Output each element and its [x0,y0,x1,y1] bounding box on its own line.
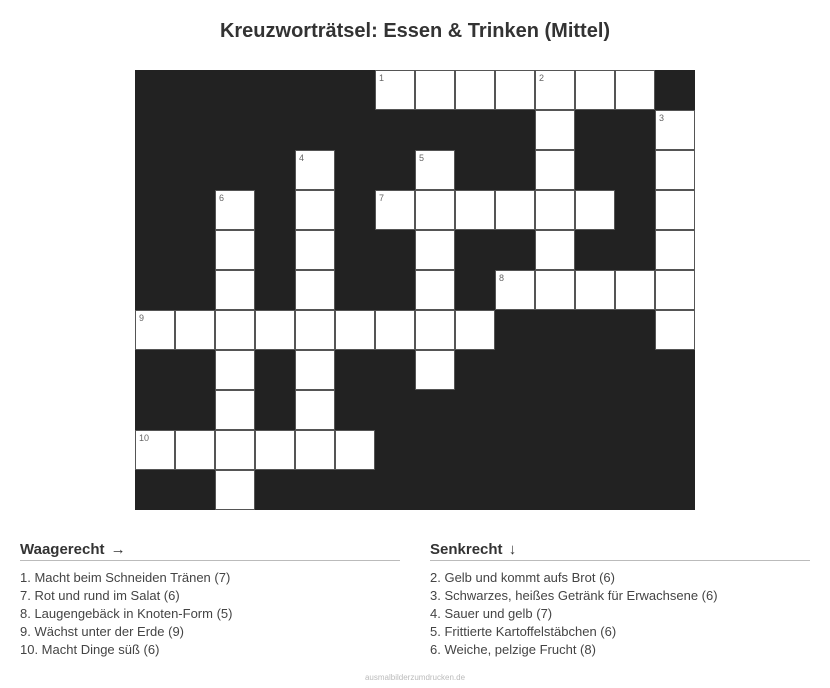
grid-cell[interactable] [415,310,455,350]
grid-cell[interactable] [335,430,375,470]
grid-cell[interactable] [415,150,455,190]
grid-cell[interactable] [215,390,255,430]
grid-cell[interactable] [215,470,255,510]
grid-cell[interactable] [455,310,495,350]
clue-number: 7 [379,193,385,203]
grid-cell[interactable] [375,310,415,350]
footer-watermark: ausmalbilderzumdrucken.de [364,673,466,682]
down-clue-4: 4. Sauer und gelb (7) [430,606,553,621]
down-clue-3: 3. Schwarzes, heißes Getränk für Erwachsene (6) [430,588,718,603]
grid-cell[interactable] [255,310,295,350]
crossword-grid [135,70,695,510]
across-clue-7: 7. Rot und rund im Salat (6) [20,588,180,603]
grid-cell[interactable] [135,430,175,470]
clue-number: 5 [419,153,425,163]
grid-cell[interactable] [535,110,575,150]
grid-cell[interactable] [215,350,255,390]
grid-cell[interactable] [575,70,615,110]
grid-cell[interactable] [175,310,215,350]
grid-cell[interactable] [495,270,535,310]
grid-cell[interactable] [295,430,335,470]
grid-cell[interactable] [455,70,495,110]
grid-cell[interactable] [295,150,335,190]
grid-cell[interactable] [535,270,575,310]
clue-number: 10 [139,433,150,443]
grid-cell[interactable] [495,190,535,230]
grid-cell[interactable] [415,230,455,270]
grid-cell[interactable] [215,310,255,350]
grid-cell[interactable] [415,190,455,230]
clue-number: 6 [219,193,225,203]
grid-cell[interactable] [655,190,695,230]
grid-cell[interactable] [295,190,335,230]
across-clue-1: 1. Macht beim Schneiden Tränen (7) [20,570,231,585]
grid-cell[interactable] [295,310,335,350]
across-clue-10: 10. Macht Dinge süß (6) [20,642,160,657]
grid-cell[interactable] [215,190,255,230]
across-clue-list [20,569,400,659]
grid-cell[interactable] [535,190,575,230]
grid-cell[interactable] [655,150,695,190]
grid-cell[interactable] [295,350,335,390]
grid-cell[interactable] [455,190,495,230]
down-arrow-icon: ↓ [508,541,517,558]
clue-number: 1 [379,73,385,83]
grid-cell[interactable] [295,270,335,310]
grid-cell[interactable] [295,230,335,270]
grid-cell[interactable] [215,230,255,270]
across-clue-8: 8. Laugengebäck in Knoten-Form (5) [20,606,233,621]
grid-cell[interactable] [655,270,695,310]
grid-cell[interactable] [615,70,655,110]
across-clues-section [20,541,400,659]
down-clues-section [430,541,810,659]
across-heading-label: Waagerecht [20,541,105,558]
grid-cell[interactable] [655,230,695,270]
grid-cell[interactable] [575,190,615,230]
grid-cell[interactable] [215,270,255,310]
grid-cell[interactable] [295,390,335,430]
grid-cell[interactable] [535,150,575,190]
clue-number: 9 [139,313,145,323]
grid-cell[interactable] [335,310,375,350]
across-clue-9: 9. Wächst unter der Erde (9) [20,624,185,639]
grid-cell[interactable] [655,310,695,350]
grid-cell[interactable] [255,430,295,470]
down-clue-6: 6. Weiche, pelzige Frucht (8) [430,642,596,657]
down-clue-list [430,569,810,659]
down-clue-5: 5. Frittierte Kartoffelstäbchen (6) [430,624,617,639]
puzzle-title: Kreuzworträtsel: Essen & Trinken (Mittel) [219,20,611,42]
down-clue-2: 2. Gelb und kommt aufs Brot (6) [430,570,615,585]
grid-cell[interactable] [575,270,615,310]
grid-cell[interactable] [175,430,215,470]
grid-cell[interactable] [535,230,575,270]
clue-number: 2 [539,73,545,83]
clue-number: 4 [299,153,305,163]
right-arrow-icon: → [110,541,126,558]
grid-cell[interactable] [415,70,455,110]
grid-cell[interactable] [415,350,455,390]
grid-cell[interactable] [375,70,415,110]
across-heading [20,541,400,561]
grid-cell[interactable] [495,70,535,110]
grid-cell[interactable] [375,190,415,230]
down-heading-label: Senkrecht [430,541,503,558]
grid-cell[interactable] [215,430,255,470]
grid-cell[interactable] [615,270,655,310]
grid-cell[interactable] [655,110,695,150]
grid-cell[interactable] [135,310,175,350]
grid-cell[interactable] [535,70,575,110]
down-heading [430,541,810,561]
clue-number: 3 [659,113,665,123]
clue-number: 8 [499,273,505,283]
grid-cell[interactable] [415,270,455,310]
